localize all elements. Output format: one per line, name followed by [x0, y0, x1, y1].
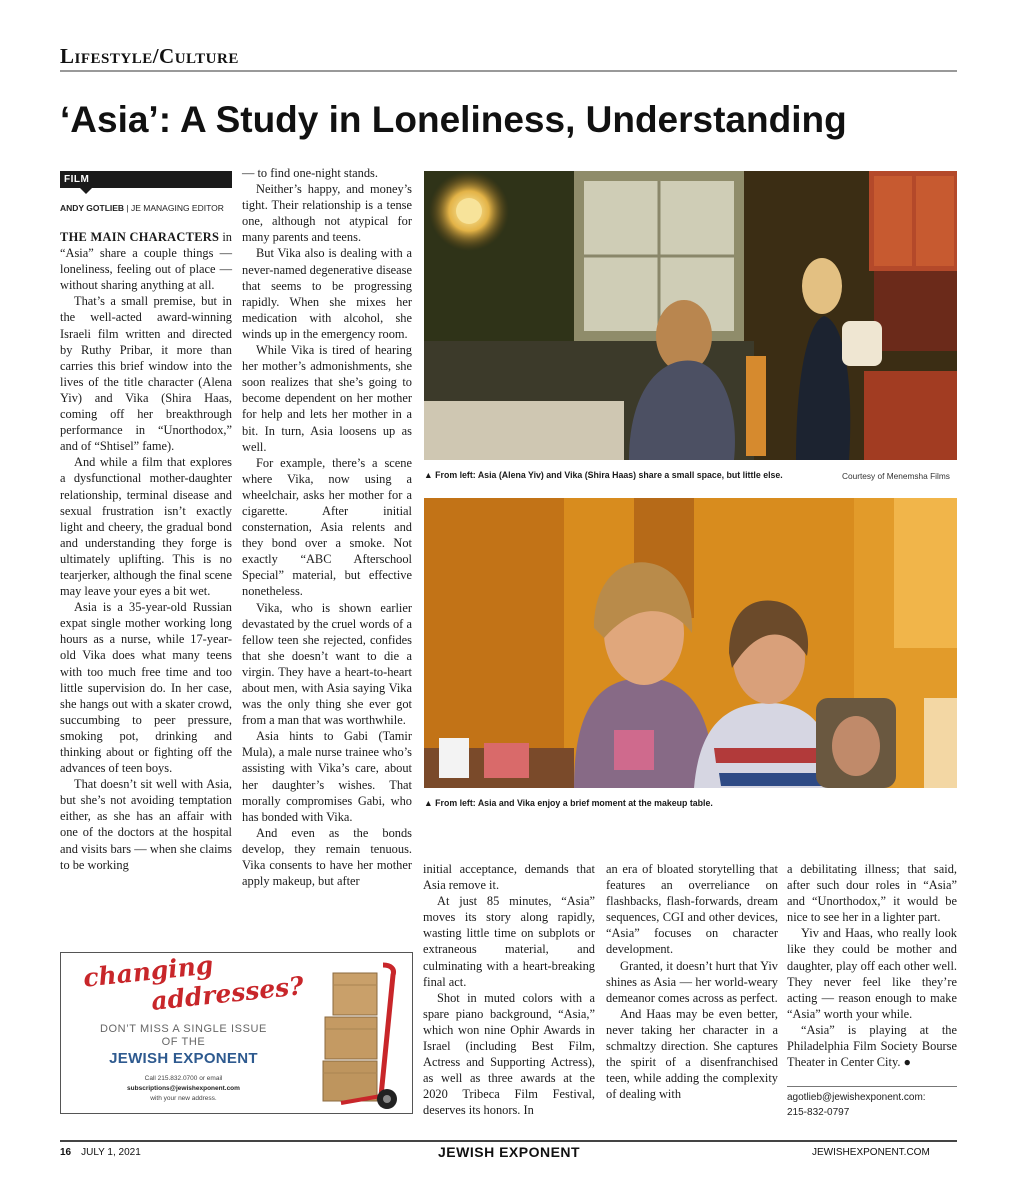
ad-headline-line2: addresses?: [149, 971, 306, 1016]
lead-text: in “Asia” share a couple things — loneliness, feeling out of place — without sharing anything at all.: [60, 230, 232, 293]
paragraph: That doesn’t sit well with Asia, but she’s not avoiding temptation either, as she has an affair with one of the doctors at the hospital and visits bars — when she claims to be working: [60, 777, 232, 872]
paragraph: And while a film that explores a dysfunctional mother-daughter relationship, terminal disease and sexual frustration isn’t exactly light and cheery, the gradual bond and understanding they forge is ultimately uplifting. This is no tearjerker, although the final scene may leave your eyes a bit wet.: [60, 455, 232, 599]
ad-headline-line1: changing: [81, 950, 215, 993]
author-email[interactable]: agotlieb@jewishexponent.com:: [787, 1092, 926, 1103]
paragraph: At just 85 minutes, “Asia” moves its story along rapidly, wasting little time on subplots or extraneous material, and culminating with a heart-breaking final act.: [423, 894, 595, 989]
hand-truck-with-boxes-icon: [311, 961, 411, 1111]
lead-paragraph: [60, 229, 232, 293]
ad-tagline-line2: OF THE: [161, 1036, 206, 1048]
article-column-3: [423, 861, 595, 1119]
photo-makeup-scene: [424, 498, 957, 788]
ad-with-address: with your new address.: [150, 1095, 217, 1102]
footer-publication: JEWISH EXPONENT: [438, 1144, 581, 1160]
paragraph: That’s a small premise, but in the well-acted award-winning Israeli film written and directed by Ruthy Pribar, it more than carries this brief window into the lives of the title character (Alena Yiv) and Vika (Shira Haas, coming off her breakthrough performance in “Unorthodox,” and of “Shtisel” fame).: [60, 294, 232, 454]
paragraph: Neither’s happy, and money’s tight. Their relationship is a tense one, although not atypical for many parents and teens.: [242, 182, 412, 245]
author-phone: 215-832-0797: [787, 1107, 850, 1118]
paragraph: But Vika also is dealing with a never-named degenerative disease that seems to be progressing rapidly. When she mixes her medication with alcohol, she winds up in the emergency room.: [242, 246, 412, 341]
ad-tagline: [71, 1023, 296, 1049]
paragraph: Shot in muted colors with a spare piano background, “Asia,” which won nine Ophir Awards in Israel (including Best Film, Actress and Supporting Actress), as well as three awards at the 2020 Tribeca Film Festival, deserves its honors. In: [423, 990, 595, 1118]
article-column-4: [606, 861, 778, 1102]
headline: ‘Asia’: A Study in Loneliness, Understanding: [60, 99, 847, 140]
paragraph: Asia is a 35-year-old Russian expat single mother working long hours as a nurse, while 17-year-old Vika does what many teens with too much free time and too little supervision do. In her case, she hangs out with a skater crowd, succumbing to peer pressure, smoking pot, drinking and thinking about or fighting off the advances of teen boys.: [60, 600, 232, 776]
issue-date: JULY 1, 2021: [81, 1147, 141, 1158]
photo-credit-1: Courtesy of Menemsha Films: [842, 471, 950, 481]
paragraph: Vika, who is shown earlier devastated by the cruel words of a fellow teen she rejected, confides that she doesn’t want to die a virgin. They have a heart-to-heart about men, with Asia saying Vika was the only thing she ever got from a man that was worthwhile.: [242, 600, 412, 728]
photo-kitchen-scene: [424, 171, 957, 460]
paragraph: Asia hints to Gabi (Tamir Mula), a male nurse trainee who’s assisting with Vika’s care, about her daughter’s wishes. That morally compromises Gabi, who has bonded with Vika.: [242, 729, 412, 824]
top-rule: [60, 70, 957, 72]
category-tag: FILM: [60, 171, 232, 188]
paragraph: Yiv and Haas, who really look like they could be mother and daughter, play off each other well. They never feel like they’re acting — reason enough to make “Asia” worth your while.: [787, 926, 957, 1021]
change-of-address-ad[interactable]: [60, 952, 413, 1114]
paragraph: For example, there’s a scene where Vika, now using a wheelchair, asks her mother for a cigarette. After initial consternation, Asia relents and they bond over a smoke. Not exactly “ABC Afterschool Special” material, but effective nonetheless.: [242, 455, 412, 599]
photo-caption-1: ▲ From left: Asia (Alena Yiv) and Vika (Shira Haas) share a small space, but little else.: [424, 470, 783, 480]
ad-brand: JEWISH EXPONENT: [109, 1050, 258, 1067]
page-number: 16: [60, 1147, 72, 1158]
ad-email[interactable]: subscriptions@jewishexponent.com: [127, 1085, 240, 1092]
photo-caption-2: ▲ From left: Asia and Vika enjoy a brief moment at the makeup table.: [424, 798, 713, 808]
paragraph: “Asia” is playing at the Philadelphia Film Society Bourse Theater in Center City. ●: [787, 1022, 957, 1070]
paragraph: Granted, it doesn’t hurt that Yiv shines as Asia — her world-weary demeanor comes across as perfect.: [606, 958, 778, 1005]
paragraph: While Vika is tired of hearing her mother’s admonishments, she soon realizes that she’s going to become dependent on her mother for help and lets her mother in a bit. In turn, Asia loosens up as well.: [242, 343, 412, 454]
ad-call: Call 215.832.0700 or email: [144, 1075, 223, 1082]
byline-author: ANDY GOTLIEB: [60, 203, 125, 213]
category-tag-notch: [80, 188, 92, 194]
paragraph: And even as the bonds develop, they remain tenuous. Vika consents to have her mother apply makeup, but after: [242, 825, 412, 889]
byline: [60, 203, 224, 213]
paragraph: a debilitating illness; that said, after such dour roles in “Asia” and “Unorthodox,” it would be nice to see her in a lighter part.: [787, 862, 957, 925]
bottom-rule: [60, 1140, 957, 1142]
article-column-2: [242, 165, 412, 889]
ad-contact: [71, 1074, 296, 1104]
paragraph: — to find one-night stands.: [242, 166, 378, 180]
ad-tagline-line1: DON’T MISS A SINGLE ISSUE: [99, 1023, 267, 1035]
author-contact: [787, 1090, 957, 1120]
lead-caps: THE MAIN CHARACTERS: [60, 230, 220, 244]
contact-rule: [787, 1086, 957, 1087]
article-column-1: [60, 229, 232, 873]
byline-role: | JE MANAGING EDITOR: [124, 203, 224, 213]
section-label: Lifestyle/Culture: [60, 44, 239, 68]
paragraph: initial acceptance, demands that Asia remove it.: [423, 862, 595, 893]
article-column-5: [787, 861, 957, 1070]
footer-website[interactable]: JEWISHEXPONENT.COM: [812, 1147, 930, 1158]
paragraph: And Haas may be even better, never taking her character in a schmaltzy direction. She captures the spirit of a disenfranchised teen, while adding the complexity of dealing with: [606, 1006, 778, 1102]
paragraph: an era of bloated storytelling that features an overreliance on flashbacks, flash-forwards, dream sequences, CGI and other devices, “Asia” focuses on character development.: [606, 862, 778, 957]
footer-page-date: [60, 1147, 141, 1158]
